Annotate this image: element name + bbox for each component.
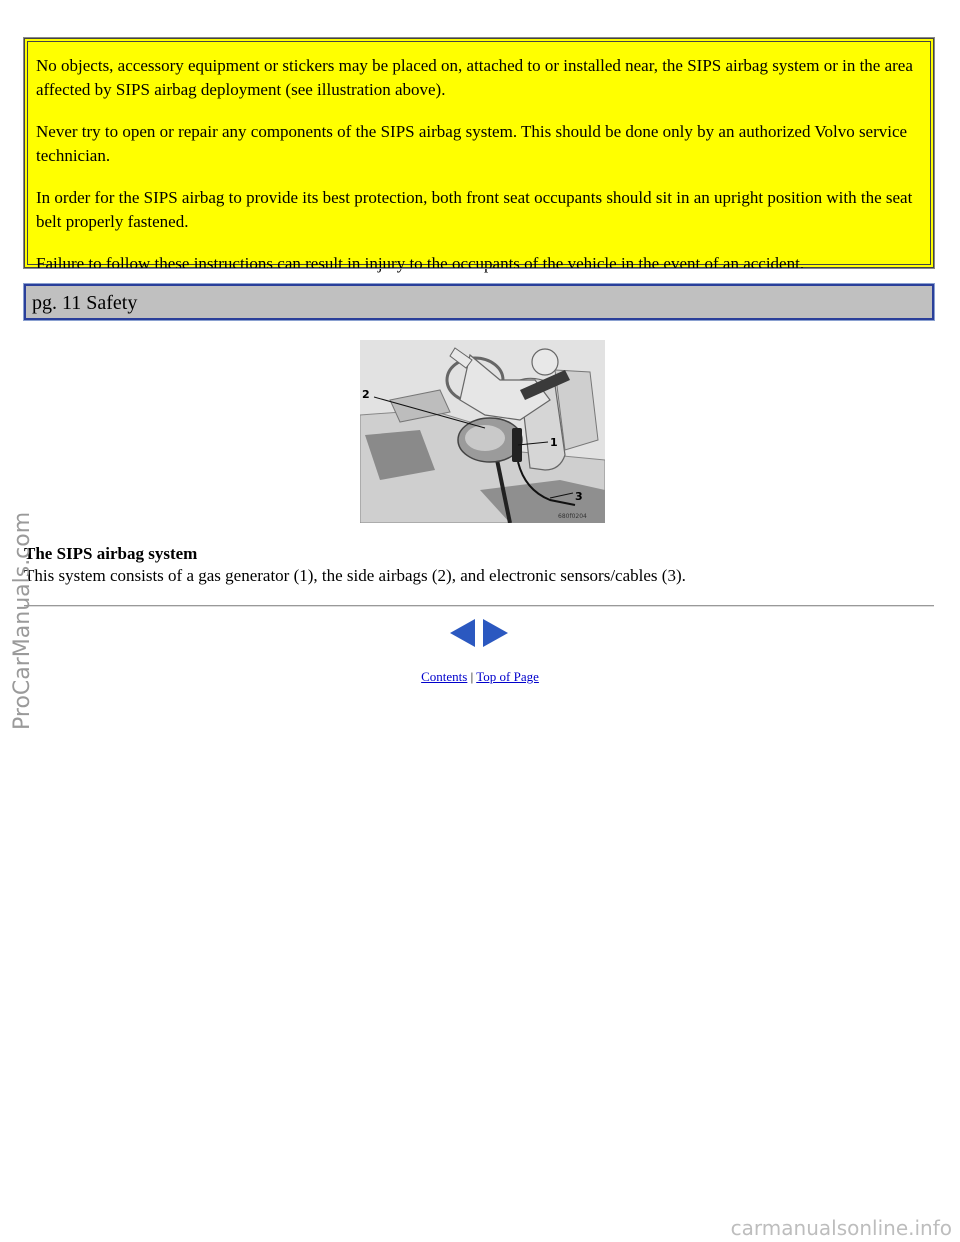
warning-paragraph-2: Never try to open or repair any components of the SIPS airbag system. This should be done only by an authorized Volvo service technician. [36, 122, 908, 165]
warning-paragraph-3: In order for the SIPS airbag to provide its best protection, both front seat occupants should sit in an upright position with the seat belt properly fastened. [36, 188, 913, 231]
footer-separator: | [470, 669, 474, 684]
arrow-right-icon[interactable] [483, 619, 508, 647]
footer-links [0, 668, 960, 686]
warning-paragraph-1: No objects, accessory equipment or stickers may be placed on, attached to or installed near, the SIPS airbag system or in the area affected by SIPS airbag deployment (see illustration above). [36, 56, 913, 99]
warning-paragraph-4: Failure to follow these instructions can result in injury to the occupants of the vehicle in the event of an accident. [36, 254, 805, 273]
section-body: This system consists of a gas generator (1), the side airbags (2), and electronic sensors/cables (3). [24, 566, 686, 585]
warning-box [24, 38, 934, 273]
section-title: The SIPS airbag system [24, 544, 198, 563]
divider [24, 605, 934, 607]
callout-1: 1 [550, 436, 558, 449]
watermark-carmanualsonline: carmanualsonline.info [730, 1216, 952, 1240]
page-header: pg. 11 Safety [24, 284, 934, 320]
sips-airbag-illustration [360, 340, 605, 523]
callout-3: 3 [575, 490, 583, 503]
arrow-left-icon[interactable] [450, 619, 475, 647]
nav-arrows [450, 619, 510, 647]
top-of-page-link[interactable]: Top of Page [476, 669, 539, 684]
watermark-procarmanuals: ProCarManuals.com [10, 511, 35, 730]
illustration-code: 680f0204 [558, 513, 587, 520]
callout-2: 2 [362, 388, 370, 401]
contents-link[interactable]: Contents [421, 669, 468, 684]
